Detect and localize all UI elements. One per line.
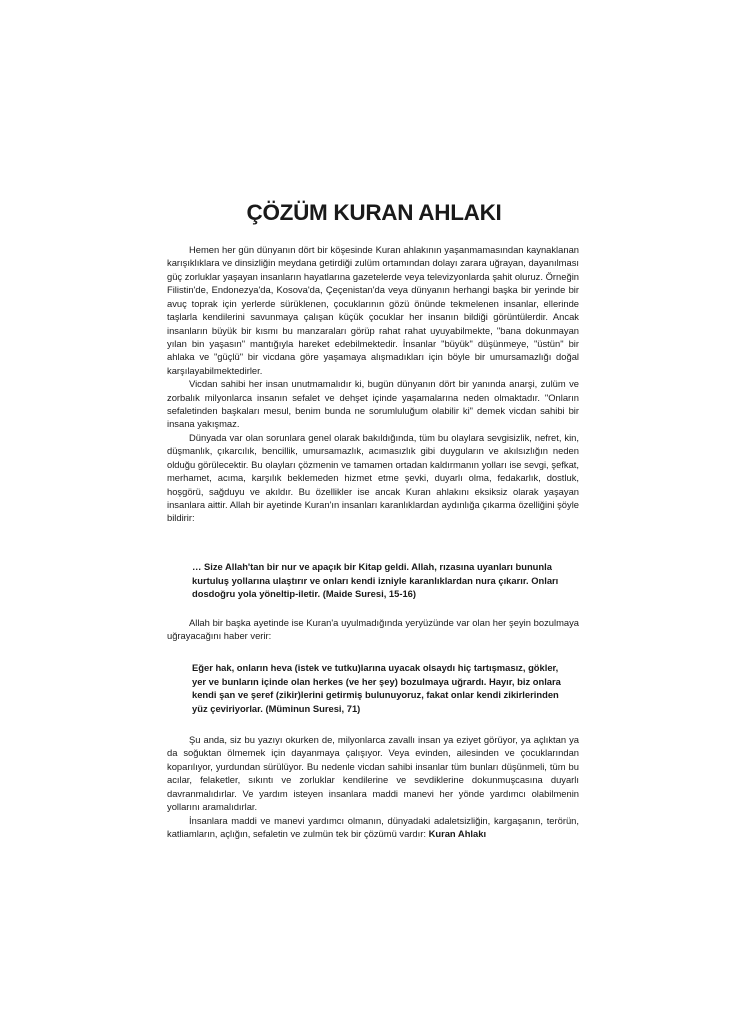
paragraph: Şu anda, siz bu yazıyı okurken de, milyonlarca zavallı insan ya eziyet görüyor, ya açlıktan ya da soğuktan ölmemek için dayanmaya çalışıyor. Veya evinden, ailesinden ve çocuklarından koparılıyor, yurdundan sürülüyor. Bu nedenle vicdan sahibi insanlar tüm bunları düşünmeli, tüm bu acılar, felaketler, sıkıntı ve zorluklar kendilerine ve sevdiklerine dokunmuşcasına duyarlı davranmalıdırlar. Ve yardım isteyen insanlara maddi manevi her yönde yardımcı olabilmenin yollarını aramalıdırlar. <box>167 734 579 813</box>
intro-text <box>167 243 579 525</box>
paragraph: Vicdan sahibi her insan unutmamalıdır ki, bugün dünyanın dört bir yanında anarşi, zulüm ve zorbalık milyonlarca insanın sefalet ve dehşet içinde yaşamalarına neden olmaktadır. "Onların sefaletinden başkaları mesul, benim bunda ne sorumluluğum olabilir ki" demek vicdan sahibi bir insana yakışmaz. <box>167 378 579 430</box>
paragraph: Hemen her gün dünyanın dört bir köşesinde Kuran ahlakının yaşanmamasından kaynaklanan karışıklıklara ve dinsizliğin meydana getirdiği zulüm ortamından dolayı zarara uğrayan, dayanılması güç zorluklar yaşayan insanların hayatlarına gazetelerde veya televizyonlarda şahit oluruz. Örneğin Filistin'de, Endonezya'da, Kosova'da, Çeçenistan'da veya dünyanın herhangi başka bir yerinde bir avuç toprak için yerlerde sürüklenen, çocuklarının gözü önünde tekmelenen insanlar, ellerinde taşlarla kendilerini savunmaya çalışan küçük çocuklar her insanın bildiği görüntülerdir. Ancak insanların büyük bir kısmı bu manzaraları görüp rahat rahat uyuyabilmekte, "bana dokunmayan yılan bin yaşasın" mantığıyla hareket edebilmektedir. İnsanlar "büyük" düşünmeye, "üstün" bir ahlaka ve "güçlü" bir vicdana göre yaşamaya alışmadıkları için böyle bir umursamazlığı doğal karşılayabilmektedirler. <box>167 244 579 376</box>
emphasis-text: Kuran Ahlakı <box>428 827 487 839</box>
closing-text <box>167 733 579 840</box>
verse-text: … Size Allah'tan bir nur ve apaçık bir Kitap geldi. Allah, rızasına uyanları bununla kurtuluş yollarına ulaştırır ve onları kendi izniyle karanlıklardan nura çıkarır. Onları dosdoğru yola yöneltip-iletir. (Maide Suresi, 15-16) <box>192 561 559 600</box>
page-title: ÇÖZÜM KURAN AHLAKI <box>246 200 502 225</box>
verse-quote <box>192 560 564 601</box>
paragraph: Dünyada var olan sorunlara genel olarak bakıldığında, tüm bu olaylara sevgisizlik, nefret, kin, düşmanlık, çıkarcılık, bencillik, umursamazlık, acımasızlık gibi duyguların ve akılsızlığın neden olduğu görülecektir. Bu olayları çözmenin ve tamamen ortadan kaldırmanın yolları ise sevgi, şefkat, merhamet, acıma, karşılık beklemeden hizmet etme şevki, duyarlı olma, fedakarlık, dostluk, hoşgörü, sağduyu ve akıldır. Bu özellikler ise ancak Kuran ahlakını eksiksiz olarak yaşayan insanlara aittir. Allah bir ayetinde Kuran'ın insanları karanlıklardan aydınlığa çıkarma özelliğini şöyle bildirir: <box>167 431 579 524</box>
paragraph-text: İnsanlara maddi ve manevi yardımcı olmanın, dünyadaki adaletsizliğin, kargaşanın, terörün, katliamların, açlığın, sefaletin ve zulmün tek bir çözümü vardır: <box>167 814 579 839</box>
verse-quote <box>192 661 564 715</box>
paragraph <box>167 814 579 841</box>
middle-text <box>167 616 579 643</box>
verse-text: Eğer hak, onların heva (istek ve tutku)larına uyacak olsaydı hiç tartışmasız, gökler, yer ve bunların içinde olan herkes (ve her şey) bozulmaya uğrardı. Hayır, biz onlara kendi şan ve şeref (zikir)lerini getirmiş bulunuyoruz, fakat onlar kendi zikirlerinden yüz çeviriyorlar. (Müminun Suresi, 71) <box>192 662 561 714</box>
paragraph: Allah bir başka ayetinde ise Kuran'a uyulmadığında yeryüzünde var olan her şeyin bozulmaya uğrayacağını haber verir: <box>167 617 579 642</box>
